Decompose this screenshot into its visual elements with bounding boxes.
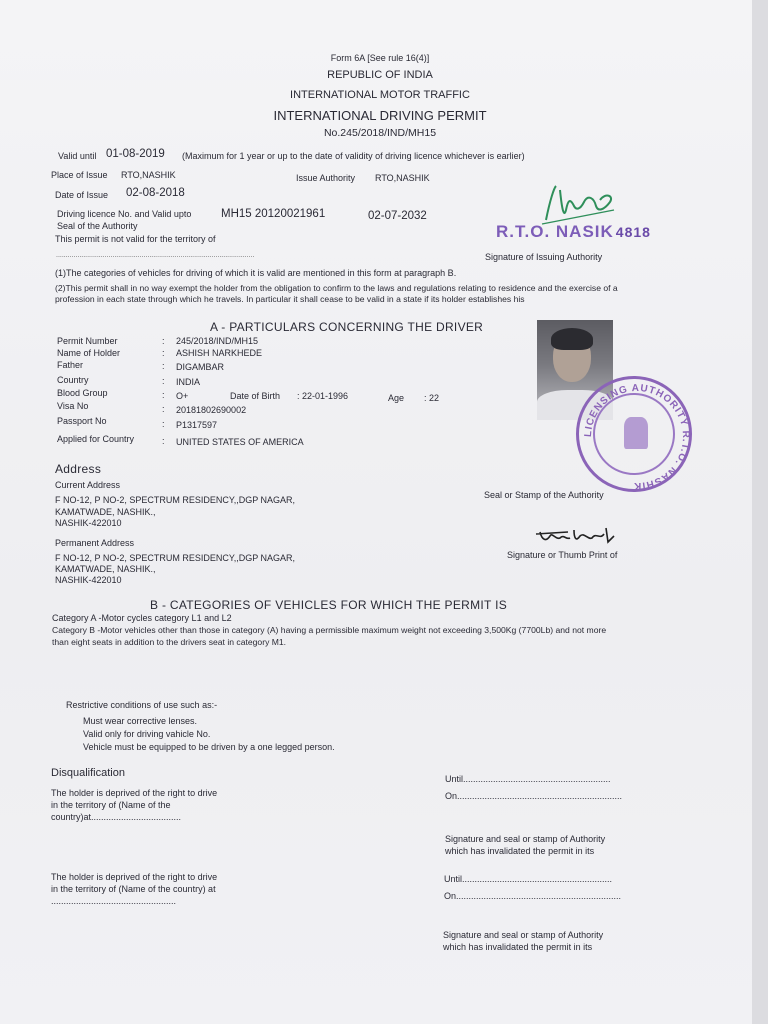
disq-1-signature-line-1: Signature and seal or stamp of Authority <box>445 834 606 844</box>
republic-heading: REPUBLIC OF INDIA <box>327 69 433 81</box>
disq-1-line-3: country)at.................................... <box>51 812 182 822</box>
current-address-line-1: F NO-12, P NO-2, SPECTRUM RESIDENCY,,DGP NAGAR, <box>55 495 296 505</box>
note-2-line-1: (2)This permit shall in no way exempt the holder from the obligation to confirm to the laws and regulations relating to residence and the exercise of a <box>55 283 618 293</box>
disq-1-line-2: in the territory of (Name of the <box>51 800 171 810</box>
form-number: Form 6A [See rule 16(4)] <box>330 53 430 63</box>
name-of-holder-label: Name of Holder <box>57 348 121 358</box>
permit-number-label: Permit Number <box>57 336 118 346</box>
age-label: Age <box>388 393 405 403</box>
national-emblem-icon <box>624 417 648 449</box>
place-of-issue-value: RTO,NASHIK <box>121 170 176 180</box>
father-value: DIGAMBAR <box>176 362 225 372</box>
category-a: Category A -Motor cycles category L1 and L2 <box>52 613 232 623</box>
disq-2-on: On.................................................................. <box>444 891 622 901</box>
note-2-line-2: profession in each state through which he travels. In particular it shall cease to be valid in a state if its holder establishes his <box>55 294 525 304</box>
visa-value: 20181802690002 <box>176 405 247 415</box>
motor-heading: INTERNATIONAL MOTOR TRAFFIC <box>290 89 470 101</box>
holder-signature <box>534 526 618 546</box>
colon: : <box>162 436 165 446</box>
date-of-issue-value: 02-08-2018 <box>126 187 185 199</box>
disq-1-line-1: The holder is deprived of the right to drive <box>51 788 218 798</box>
applied-country-label: Applied for Country <box>57 434 135 444</box>
signature-thumb-label: Signature or Thumb Print of <box>507 550 618 560</box>
territory-note: This permit is not valid for the territory of <box>55 234 216 244</box>
restriction-2: Valid only for driving vahicle No. <box>83 729 211 739</box>
disq-2-line-3: .................................................. <box>51 896 177 906</box>
category-b-line-1: Category B -Motor vehicles other than those in category (A) having a permissible maximum weight not exceeding 3,500Kg (7700Lb) and not more <box>52 625 607 635</box>
permanent-address-line-1: F NO-12, P NO-2, SPECTRUM RESIDENCY,,DGP NAGAR, <box>55 553 296 563</box>
disq-1-until: Until........................................................... <box>445 774 611 784</box>
seal-stamp-authority-label: Seal or Stamp of the Authority <box>484 490 604 500</box>
applied-country-value: UNITED STATES OF AMERICA <box>176 437 304 447</box>
permanent-address-line-3: NASHIK-422010 <box>55 575 122 585</box>
signature-issuing-authority-label: Signature of Issuing Authority <box>485 252 603 262</box>
permit-heading: INTERNATIONAL DRIVING PERMIT <box>273 108 487 123</box>
place-of-issue-label: Place of Issue <box>51 170 108 180</box>
disq-1-on: On.................................................................. <box>445 791 623 801</box>
rto-nasik-stamp: R.T.O. NASIK 4818 <box>496 222 651 241</box>
colon: : <box>162 361 165 371</box>
svg-text:LICENSING AUTHORITY R.T.O. NA: LICENSING AUTHORITY R.T.O. NASHIK <box>582 382 692 492</box>
disq-2-until: Until............................................................ <box>444 874 613 884</box>
address-title: Address <box>55 462 102 476</box>
visa-label: Visa No <box>57 401 89 411</box>
date-of-birth-label: Date of Birth <box>230 391 281 401</box>
restrictive-title: Restrictive conditions of use such as:- <box>66 700 218 710</box>
blood-group-label: Blood Group <box>57 388 108 398</box>
note-1: (1)The categories of vehicles for driving of which it is valid are mentioned in this form at paragraph B. <box>55 268 457 278</box>
licence-valid-upto: 02-07-2032 <box>368 210 427 222</box>
territory-dots: ...................................................................................................... <box>56 252 255 259</box>
issuing-authority-signature <box>540 180 620 228</box>
blood-group-value: O+ <box>176 391 189 401</box>
age-value: : 22 <box>424 393 440 403</box>
disq-2-signature-line-2: which has invalidated the permit in its <box>443 942 593 952</box>
permit-number-value: 245/2018/IND/MH15 <box>176 336 259 346</box>
category-b-line-2: than eight seats in addition to the drivers seat in category M1. <box>52 637 287 647</box>
disq-2-signature-line-1: Signature and seal or stamp of Authority <box>443 930 604 940</box>
name-of-holder-value: ASHISH NARKHEDE <box>176 348 263 358</box>
date-of-birth-value: : 22-01-1996 <box>297 391 349 401</box>
disq-2-line-2: in the territory of (Name of the country) at <box>51 884 216 894</box>
current-address-line-3: NASHIK-422010 <box>55 518 122 528</box>
page-edge <box>752 0 768 1024</box>
passport-label: Passport No <box>57 416 107 426</box>
issue-authority-label: Issue Authority <box>296 173 356 183</box>
current-address-label: Current Address <box>55 480 121 490</box>
colon: : <box>162 404 165 414</box>
disqualification-title: Disqualification <box>51 767 125 779</box>
colon: : <box>162 419 165 429</box>
colon: : <box>162 336 165 346</box>
colon: : <box>162 376 165 386</box>
valid-until-value: 01-08-2019 <box>106 148 165 160</box>
licensing-authority-seal <box>576 376 692 492</box>
permit-number-heading: No.245/2018/IND/MH15 <box>323 127 437 139</box>
date-of-issue-label: Date of Issue <box>55 190 109 200</box>
country-value: INDIA <box>176 377 201 387</box>
disq-1-signature-line-2: which has invalidated the permit in its <box>445 846 595 856</box>
section-a-title: A - PARTICULARS CONCERNING THE DRIVER <box>210 320 484 334</box>
permanent-address-label: Permanent Address <box>55 538 135 548</box>
current-address-line-2: KAMATWADE, NASHIK., <box>55 507 156 517</box>
passport-value: P1317597 <box>176 420 218 430</box>
colon: : <box>162 390 165 400</box>
restriction-3: Vehicle must be equipped to be driven by a one legged person. <box>83 742 335 752</box>
restriction-1: Must wear corrective lenses. <box>83 716 198 726</box>
colon: : <box>162 348 165 358</box>
validity-note: (Maximum for 1 year or up to the date of validity of driving licence whichever is earlier) <box>182 151 525 161</box>
section-b-title: B - CATEGORIES OF VEHICLES FOR WHICH THE PERMIT IS <box>150 598 508 612</box>
seal-of-authority-label: Seal of the Authority <box>57 221 138 231</box>
father-label: Father <box>57 360 84 370</box>
permanent-address-line-2: KAMATWADE, NASHIK., <box>55 564 156 574</box>
valid-until-label: Valid until <box>58 151 97 161</box>
country-label: Country <box>57 375 89 385</box>
issue-authority-value: RTO,NASHIK <box>375 173 430 183</box>
licence-number: MH15 20120021961 <box>221 208 326 220</box>
disq-2-line-1: The holder is deprived of the right to drive <box>51 872 218 882</box>
licence-label: Driving licence No. and Valid upto <box>57 209 192 219</box>
